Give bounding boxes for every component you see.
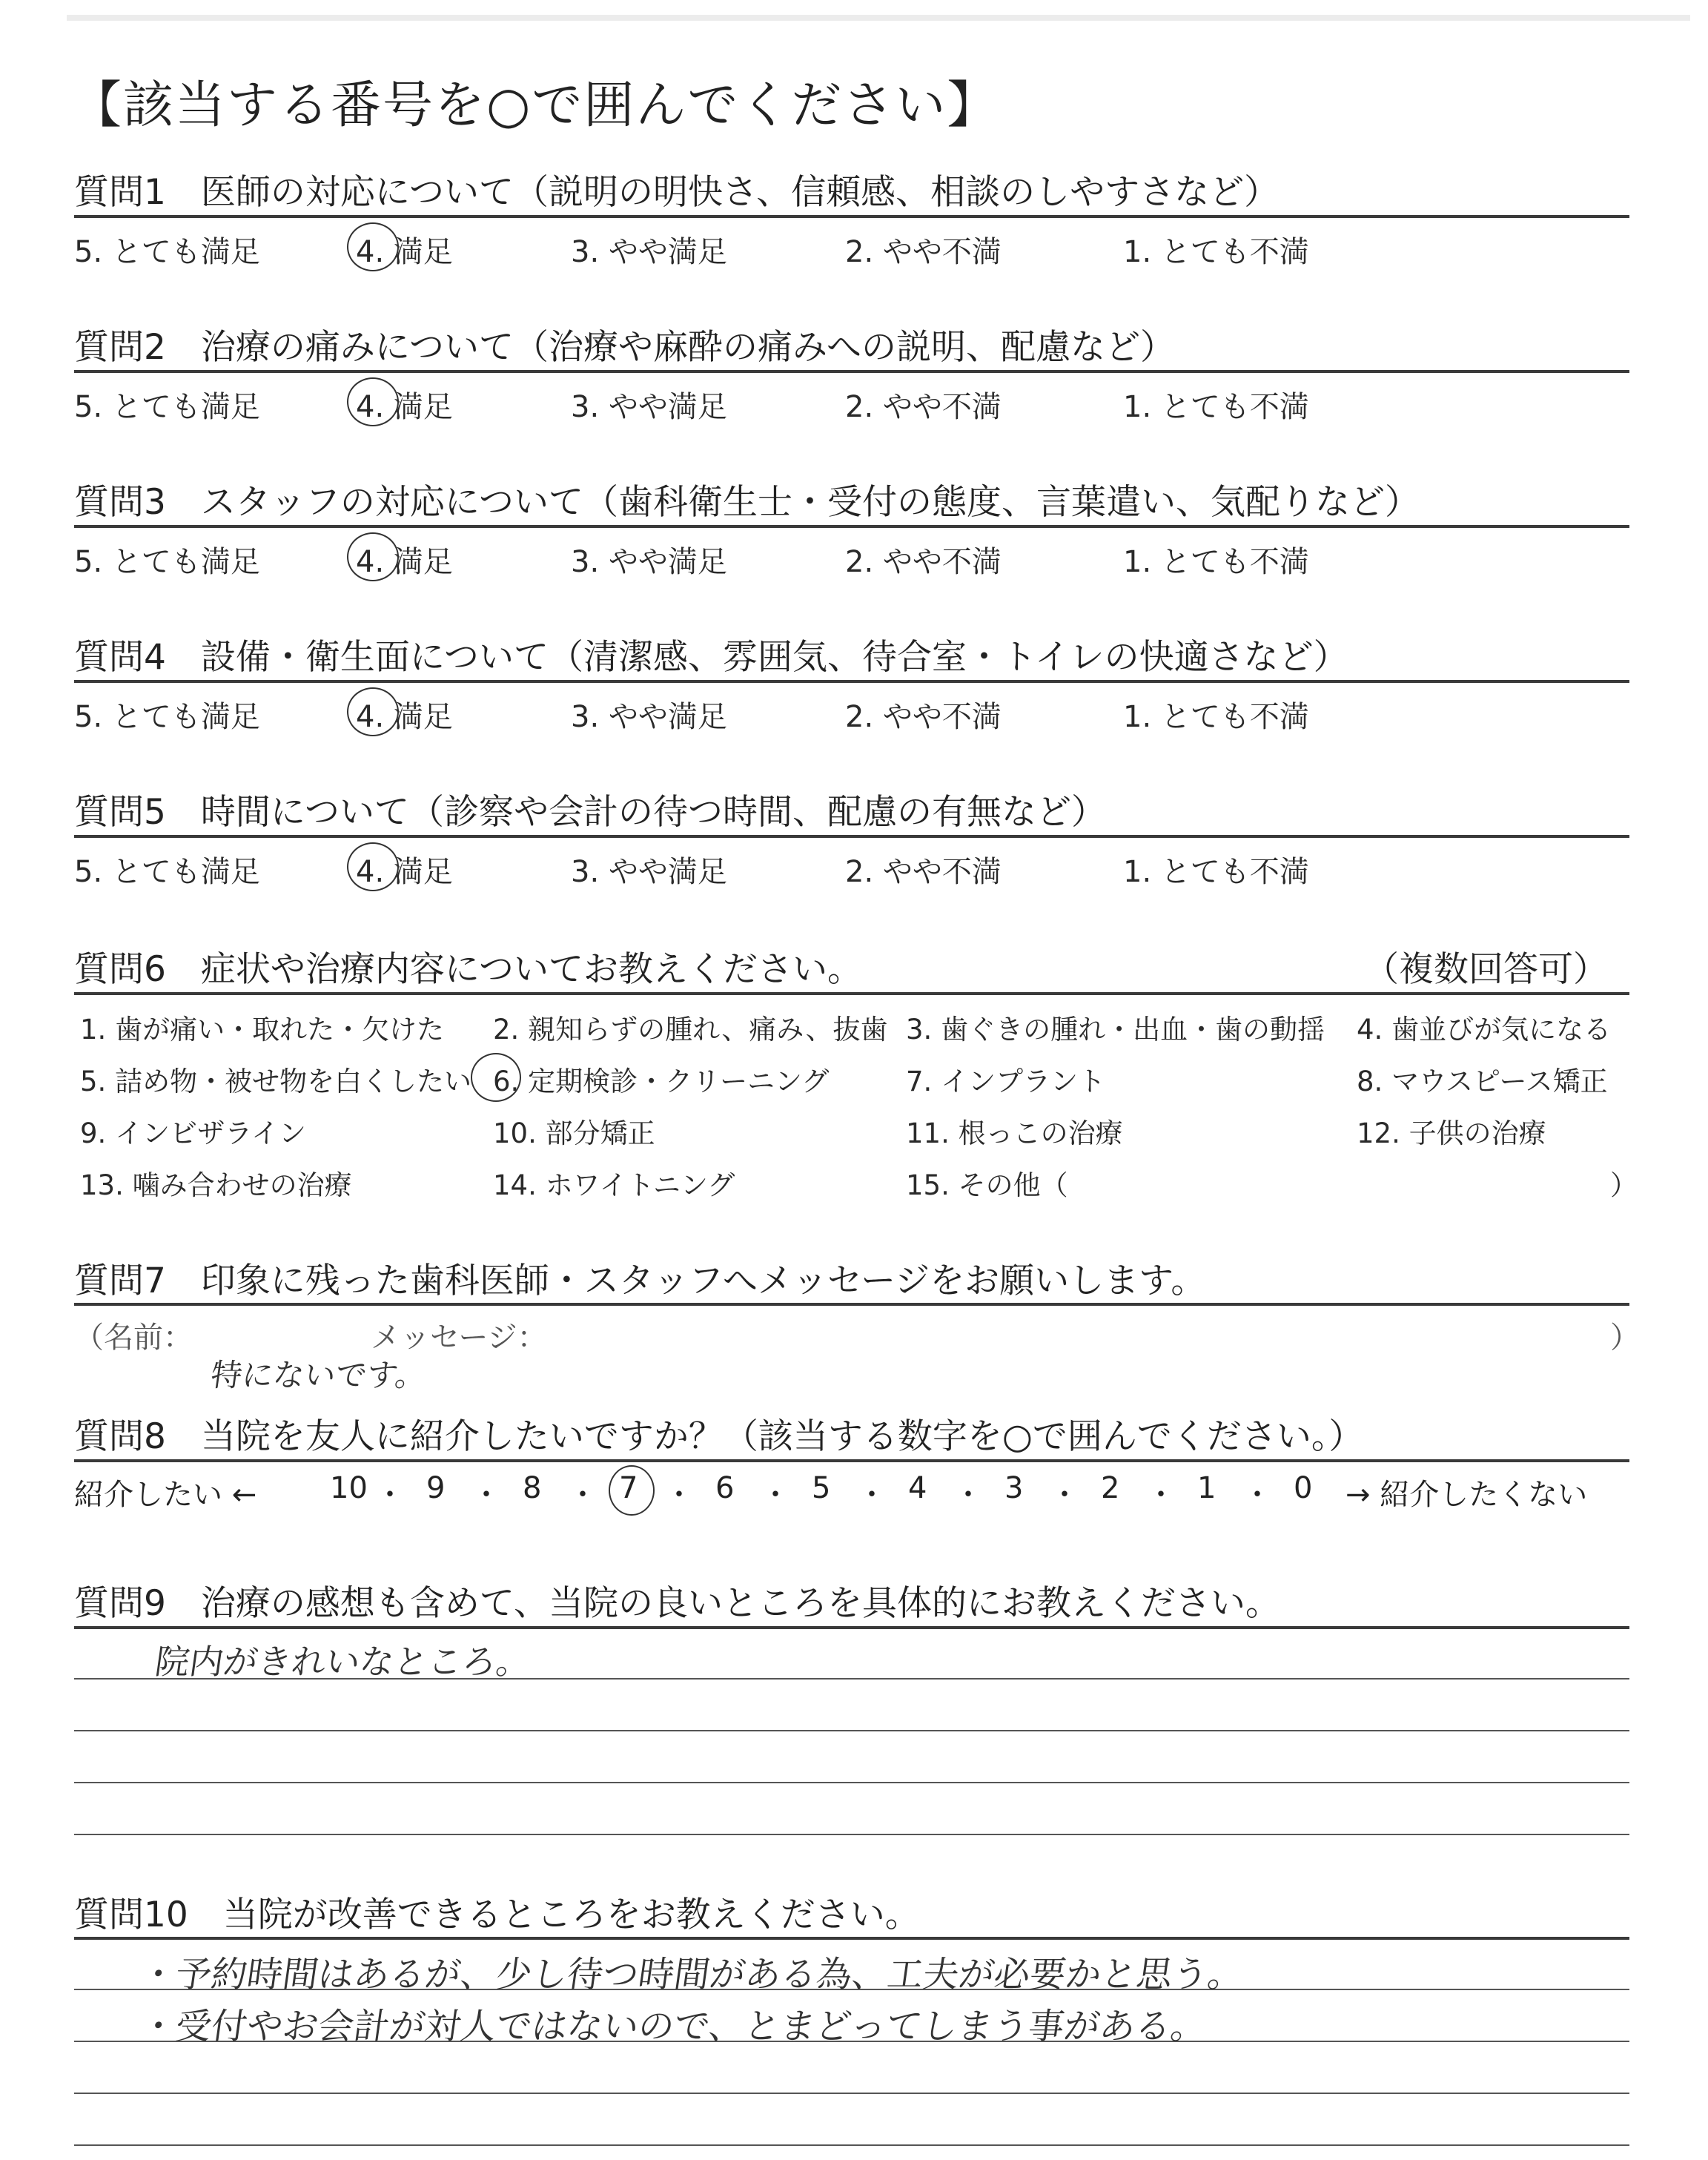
q1-option-4[interactable]: 4. 満足 — [356, 235, 453, 269]
q8-scale-separator: ・ — [761, 1478, 790, 1512]
q6-option-9[interactable]: 9. インビザライン — [80, 1117, 306, 1149]
q8-scale-2[interactable]: 2 — [1101, 1471, 1120, 1505]
q8-scale-separator: ・ — [1050, 1478, 1079, 1512]
q8-scale-6[interactable]: 6 — [715, 1471, 735, 1505]
q3-option-3[interactable]: 3. やや満足 — [571, 545, 727, 579]
q6-close-paren: ） — [1610, 1169, 1638, 1201]
q6-option-12[interactable]: 12. 子供の治療 — [1357, 1117, 1546, 1149]
q7-rule — [74, 1303, 1629, 1306]
q4-option-3[interactable]: 3. やや満足 — [571, 700, 727, 734]
q4-option-5[interactable]: 5. とても満足 — [74, 700, 260, 734]
q5-option-3[interactable]: 3. やや満足 — [571, 855, 727, 889]
q8-rule — [74, 1459, 1629, 1462]
q5-option-2[interactable]: 2. やや不満 — [845, 855, 1002, 889]
q6-note: （複数回答可） — [1364, 949, 1608, 990]
q6-option-2[interactable]: 2. 親知らずの腫れ、痛み、抜歯 — [493, 1014, 888, 1046]
q8-scale-separator: ・ — [1242, 1478, 1272, 1512]
q6-option-5[interactable]: 5. 詰め物・被せ物を白くしたい — [80, 1066, 472, 1097]
q5-title: 質問5 時間について（診察や会計の待つ時間、配慮の有無など） — [74, 792, 1106, 833]
q4-title: 質問4 設備・衛生面について（清潔感、雰囲気、待合室・トイレの快適さなど） — [74, 637, 1348, 678]
page-title: 【該当する番号を○で囲んでください】 — [71, 76, 999, 135]
q8-scale-separator: ・ — [471, 1478, 501, 1512]
q8-scale-0[interactable]: 0 — [1294, 1471, 1313, 1505]
q6-option-6[interactable]: 6. 定期検診・クリーニング — [493, 1066, 830, 1097]
q7-message-label[interactable]: メッセージ： — [371, 1321, 547, 1355]
q7-name-label[interactable]: （名前： — [74, 1321, 193, 1355]
q8-scale-separator: ・ — [375, 1478, 405, 1512]
q2-option-4[interactable]: 4. 満足 — [356, 390, 453, 424]
q5-rule — [74, 835, 1629, 838]
q3-option-5[interactable]: 5. とても満足 — [74, 545, 260, 579]
q5-option-1[interactable]: 1. とても不満 — [1123, 855, 1309, 889]
q6-option-7[interactable]: 7. インプラント — [906, 1066, 1106, 1097]
q3-option-1[interactable]: 1. とても不満 — [1123, 545, 1309, 579]
q8-scale-separator: ・ — [568, 1478, 598, 1512]
q8-scale-5[interactable]: 5 — [812, 1471, 831, 1505]
q1-option-1[interactable]: 1. とても不満 — [1123, 235, 1309, 269]
q8-scale-separator: ・ — [953, 1478, 983, 1512]
q8-right-label: → 紹介したくない — [1345, 1478, 1588, 1512]
q8-scale-4[interactable]: 4 — [908, 1471, 927, 1505]
q1-option-3[interactable]: 3. やや満足 — [571, 235, 727, 269]
q6-option-11[interactable]: 11. 根っこの治療 — [906, 1117, 1123, 1149]
q8-scale-3[interactable]: 3 — [1004, 1471, 1024, 1505]
q6-rule — [74, 992, 1629, 995]
q3-option-2[interactable]: 2. やや不満 — [845, 545, 1002, 579]
q1-option-5[interactable]: 5. とても満足 — [74, 235, 260, 269]
q3-title: 質問3 スタッフの対応について（歯科衛生士・受付の態度、言葉遣い、気配りなど） — [74, 482, 1420, 523]
q2-selection-circle — [347, 377, 399, 426]
q1-option-2[interactable]: 2. やや不満 — [845, 235, 1002, 269]
q10-title: 質問10 当院が改善できるところをお教えください。 — [74, 1895, 920, 1935]
q2-option-1[interactable]: 1. とても不満 — [1123, 390, 1309, 424]
q8-scale-7[interactable]: 7 — [619, 1471, 638, 1505]
q9-line — [74, 1730, 1629, 1731]
q2-title: 質問2 治療の痛みについて（治療や麻酔の痛みへの説明、配慮など） — [74, 327, 1176, 368]
q8-scale-8[interactable]: 8 — [523, 1471, 542, 1505]
q6-option-15[interactable]: 15. その他（ — [906, 1169, 1068, 1201]
q2-rule — [74, 370, 1629, 373]
q8-scale-1[interactable]: 1 — [1197, 1471, 1217, 1505]
q9-title: 質問9 治療の感想も含めて、当院の良いところを具体的にお教えください。 — [74, 1583, 1280, 1624]
q10-line — [74, 2093, 1629, 2094]
q5-option-5[interactable]: 5. とても満足 — [74, 855, 260, 889]
q6-option-8[interactable]: 8. マウスピース矯正 — [1357, 1066, 1608, 1097]
q8-selection-circle — [609, 1465, 655, 1516]
q8-title: 質問8 当院を友人に紹介したいですか？（該当する数字を○で囲んでください。） — [74, 1416, 1364, 1457]
q9-rule — [74, 1626, 1629, 1629]
q10-handwritten-answer-2: ・受付やお会計が対人ではないので、とまどってしまう事がある。 — [137, 2006, 1210, 2047]
q3-rule — [74, 525, 1629, 528]
q6-option-1[interactable]: 1. 歯が痛い・取れた・欠けた — [80, 1014, 445, 1046]
q10-rule — [74, 1937, 1629, 1940]
q8-scale-separator: ・ — [1146, 1478, 1176, 1512]
q4-selection-circle — [347, 687, 399, 736]
q8-scale-separator: ・ — [857, 1478, 887, 1512]
q4-option-2[interactable]: 2. やや不満 — [845, 700, 1002, 734]
q1-selection-circle — [347, 222, 399, 271]
q1-rule — [74, 215, 1629, 218]
q8-scale-9[interactable]: 9 — [426, 1471, 446, 1505]
q7-close-paren: ） — [1610, 1321, 1640, 1355]
q6-option-4[interactable]: 4. 歯並びが気になる — [1357, 1014, 1612, 1046]
q10-line — [74, 2144, 1629, 2146]
q3-selection-circle — [347, 532, 399, 581]
q2-option-5[interactable]: 5. とても満足 — [74, 390, 260, 424]
q8-left-label: 紹介したい ← — [74, 1478, 257, 1512]
q2-option-3[interactable]: 3. やや満足 — [571, 390, 727, 424]
q9-line — [74, 1834, 1629, 1835]
q9-handwritten-answer: 院内がきれいなところ。 — [152, 1642, 534, 1682]
q6-selection-circle — [471, 1053, 521, 1102]
q7-handwritten-answer: 特にないです。 — [208, 1357, 429, 1393]
q6-option-14[interactable]: 14. ホワイトニング — [493, 1169, 735, 1201]
q6-option-13[interactable]: 13. 噛み合わせの治療 — [80, 1169, 352, 1201]
q8-scale-10[interactable]: 10 — [330, 1471, 368, 1505]
scan-edge — [67, 15, 1690, 21]
q9-line — [74, 1782, 1629, 1783]
q3-option-4[interactable]: 4. 満足 — [356, 545, 453, 579]
q5-selection-circle — [347, 842, 399, 891]
q6-title: 質問6 症状や治療内容についてお教えください。 — [74, 949, 862, 990]
q5-option-4[interactable]: 4. 満足 — [356, 855, 453, 889]
q7-title: 質問7 印象に残った歯科医師・スタッフへメッセージをお願いします。 — [74, 1261, 1206, 1301]
q1-title: 質問1 医師の対応について（説明の明快さ、信頼感、相談のしやすさなど） — [74, 172, 1280, 213]
q10-handwritten-answer-1: ・予約時間はあるが、少し待つ時間がある為、工夫が必要かと思う。 — [137, 1954, 1247, 1995]
q8-scale-separator: ・ — [664, 1478, 694, 1512]
q6-option-10[interactable]: 10. 部分矯正 — [493, 1117, 655, 1149]
q4-rule — [74, 680, 1629, 683]
q6-option-3[interactable]: 3. 歯ぐきの腫れ・出血・歯の動揺 — [906, 1014, 1325, 1046]
q4-option-1[interactable]: 1. とても不満 — [1123, 700, 1309, 734]
q2-option-2[interactable]: 2. やや不満 — [845, 390, 1002, 424]
q4-option-4[interactable]: 4. 満足 — [356, 700, 453, 734]
